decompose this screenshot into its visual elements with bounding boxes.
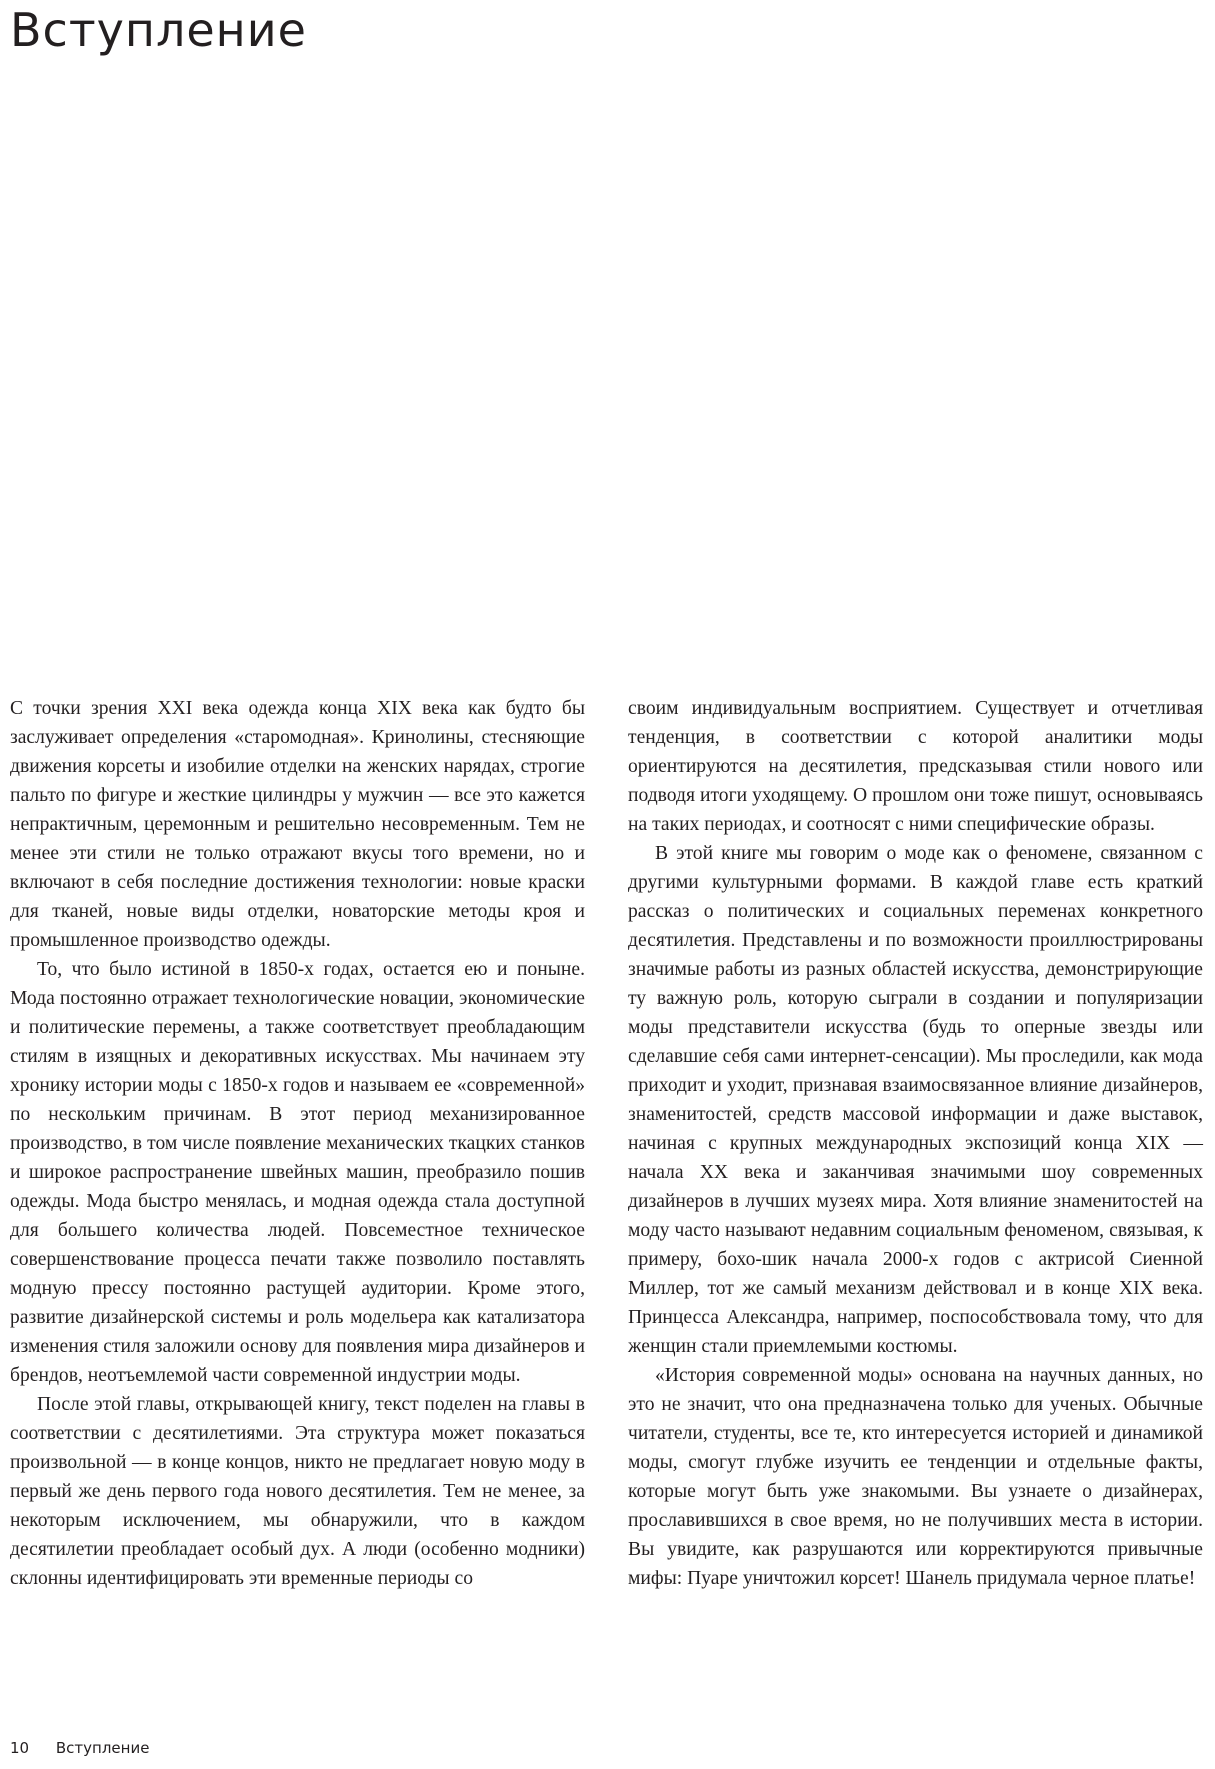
paragraph: «История современной моды» основана на научных данных, но это не значит, что она предназначена только для ученых. Обычные читатели, студенты, все те, кто интересуется историей и динамикой моды, смогут глубже изучить ее тенденции и отдельные факты, которые могут быть уже знакомыми. Вы узнаете о дизайнерах, прославившихся в свое время, но не получивших места в истории. Вы увидите, как разрушаются или корректируются привычные мифы: Пуаре уничтожил корсет! Шанель придумала черное платье! xyxy=(628,1365,1203,1589)
page-title: Вступление xyxy=(10,3,307,57)
paragraph: То, что было истиной в 1850-х годах, остается ею и поныне. Мода постоянно отражает технологические новации, экономические и политические перемены, а также соответствует преобладающим стилям в изящных и декоративных искусствах. Мы начинаем эту хронику истории моды с 1850-х годов и называем ее «современной» по нескольким причинам. В этот период механизированное производство, в том числе появление механических ткацких станков и широкое распространение швейных машин, преобразило пошив одежды. Мода быстро менялась, и модная одежда стала доступной для большего количества людей. Повсеместное техническое совершенствование процесса печати также позволило поставлять модную прессу постоянно растущей аудитории. Кроме этого, развитие дизайнерской системы и роль модельера как катализатора изменения стиля заложили основу для появления мира дизайнеров и брендов, неотъемлемой части современной индустрии моды. xyxy=(10,959,585,1386)
running-title: Вступление xyxy=(55,1739,150,1757)
paragraph: С точки зрения XXI века одежда конца XIX века как будто бы заслуживает определения «старомодная». Кринолины, стесняющие движения корсеты и изобилие отделки на женских нарядах, строгие пальто по фигуре и жесткие цилиндры у мужчин — все это кажется непрактичным, церемонным и решительно несовременным. Тем не менее эти стили не только отражают вкусы того времени, но и включают в себя последние достижения технологии: новые краски для тканей, новые виды отделки, новаторские методы кроя и промышленное производство одежды. xyxy=(10,698,585,951)
text-column-left xyxy=(10,694,585,1593)
paragraph: своим индивидуальным восприятием. Существует и отчетливая тенденция, в соответствии с которой аналитики моды ориентируются на десятилетия, предсказывая стили нового или подводя итоги уходящему. О прошлом они тоже пишут, основываясь на таких периодах, и соотносят с ними специфические образы. xyxy=(628,698,1203,835)
text-column-right xyxy=(628,694,1203,1593)
page-footer xyxy=(10,1738,149,1758)
paragraph: После этой главы, открывающей книгу, текст поделен на главы в соответствии с десятилетиями. Эта структура может показаться произвольной — в конце концов, никто не предлагает новую моду в первый же день первого года нового десятилетия. Тем не менее, за некоторым исключением, мы обнаружили, что в каждом десятилетии преобладает особый дух. А люди (особенно модники) склонны идентифицировать эти временные периоды со xyxy=(10,1394,585,1589)
paragraph: В этой книге мы говорим о моде как о феномене, связанном с другими культурными формами. В каждой главе есть краткий рассказ о политических и социальных переменах конкретного десятилетия. Представлены и по возможности проиллюстрированы значимые работы из разных областей искусства, демонстрирующие ту важную роль, которую сыграли в создании и популяризации моды представители искусства (будь то оперные звезды или сделавшие себя сами интернет-сенсации). Мы проследили, как мода приходит и уходит, признавая взаимосвязанное влияние дизайнеров, знаменитостей, средств массовой информации и даже выставок, начиная с крупных международных экспозиций конца XIX — начала XX века и заканчивая значимыми шоу современных дизайнеров в лучших музеях мира. Хотя влияние знаменитостей на моду часто называют недавним социальным феноменом, связывая, к примеру, бохо-шик начала 2000-х годов с актрисой Сиенной Миллер, тот же самый механизм действовал и в конце XIX века. Принцесса Александра, например, поспособствовала тому, что для женщин стали приемлемыми костюмы. xyxy=(628,843,1203,1357)
page-number: 10 xyxy=(10,1739,30,1757)
